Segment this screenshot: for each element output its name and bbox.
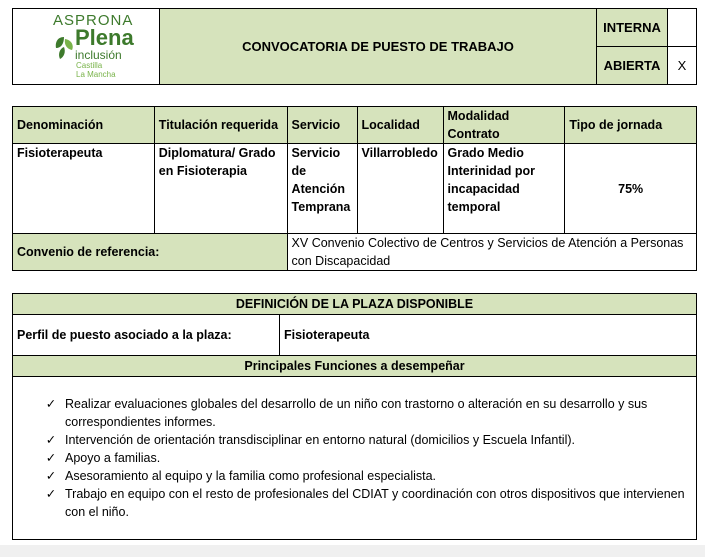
page-title: CONVOCATORIA DE PUESTO DE TRABAJO bbox=[160, 9, 597, 85]
funcion-text: Intervención de orientación transdisciplinar en entorno natural (domicilios y Escuela Infantil). bbox=[65, 433, 575, 447]
perfil-value: Fisioterapeuta bbox=[280, 315, 697, 356]
job-table bbox=[12, 106, 697, 271]
convenio-label: Convenio de referencia: bbox=[13, 234, 288, 271]
logo-brand: Plena bbox=[75, 25, 134, 50]
cell-denominacion: Fisioterapeuta bbox=[13, 144, 155, 234]
list-item bbox=[43, 395, 686, 431]
cell-titulacion: Diplomatura/ Grado en Fisioterapia bbox=[154, 144, 287, 234]
list-item bbox=[43, 449, 686, 467]
funcion-text: Asesoramiento al equipo y la familia como profesional especialista. bbox=[65, 469, 437, 483]
col-header-modalidad: Modalidad Contrato bbox=[443, 107, 565, 144]
funciones-list bbox=[13, 377, 696, 521]
logo-cell bbox=[13, 9, 160, 85]
list-item bbox=[43, 431, 686, 449]
check-icon: ✓ bbox=[45, 451, 57, 465]
col-header-servicio: Servicio bbox=[287, 107, 357, 144]
list-item bbox=[43, 485, 686, 521]
leaf-icon bbox=[53, 35, 75, 61]
funcion-text: Apoyo a familias. bbox=[65, 451, 161, 465]
funcion-text: Realizar evaluaciones globales del desarrollo de un niño con trastorno o alteración en su desarrollo y sus correspondientes informes. bbox=[65, 397, 648, 429]
convenio-text: XV Convenio Colectivo de Centros y Servicios de Atención a Personas con Discapacidad bbox=[287, 234, 696, 271]
check-icon: ✓ bbox=[45, 433, 57, 447]
cell-servicio: Servicio de Atención Temprana bbox=[287, 144, 357, 234]
header-table bbox=[12, 8, 697, 85]
option-interna-label: INTERNA bbox=[597, 9, 668, 47]
funciones-cell bbox=[13, 377, 697, 540]
cell-jornada: 75% bbox=[565, 144, 697, 234]
plaza-section-title: DEFINICIÓN DE LA PLAZA DISPONIBLE bbox=[13, 294, 697, 315]
cell-localidad: Villarrobledo bbox=[357, 144, 443, 234]
logo-region-line2: La Mancha bbox=[76, 70, 116, 79]
check-icon: ✓ bbox=[45, 469, 57, 483]
logo-brand-sub: inclusión bbox=[75, 48, 122, 62]
option-abierta-label: ABIERTA bbox=[597, 47, 668, 85]
logo-org: ASPRONA bbox=[53, 12, 134, 29]
col-header-titulacion: Titulación requerida bbox=[154, 107, 287, 144]
option-interna-mark bbox=[668, 9, 697, 47]
check-icon: ✓ bbox=[45, 397, 57, 411]
funciones-section-title: Principales Funciones a desempeñar bbox=[13, 356, 697, 377]
logo bbox=[13, 9, 159, 84]
funcion-text: Trabajo en equipo con el resto de profesionales del CDIAT y coordinación con otros dispositivos que intervienen con el niño. bbox=[65, 487, 685, 519]
plaza-table bbox=[12, 293, 697, 540]
col-header-localidad: Localidad bbox=[357, 107, 443, 144]
cell-modalidad: Grado Medio Interinidad por incapacidad temporal bbox=[443, 144, 565, 234]
option-abierta-mark: X bbox=[668, 47, 697, 85]
perfil-label: Perfil de puesto asociado a la plaza: bbox=[13, 315, 280, 356]
bottom-strip bbox=[0, 545, 705, 557]
col-header-jornada: Tipo de jornada bbox=[565, 107, 697, 144]
col-header-denominacion: Denominación bbox=[13, 107, 155, 144]
logo-region-line1: Castilla bbox=[76, 61, 103, 70]
list-item bbox=[43, 467, 686, 485]
check-icon: ✓ bbox=[45, 487, 57, 501]
